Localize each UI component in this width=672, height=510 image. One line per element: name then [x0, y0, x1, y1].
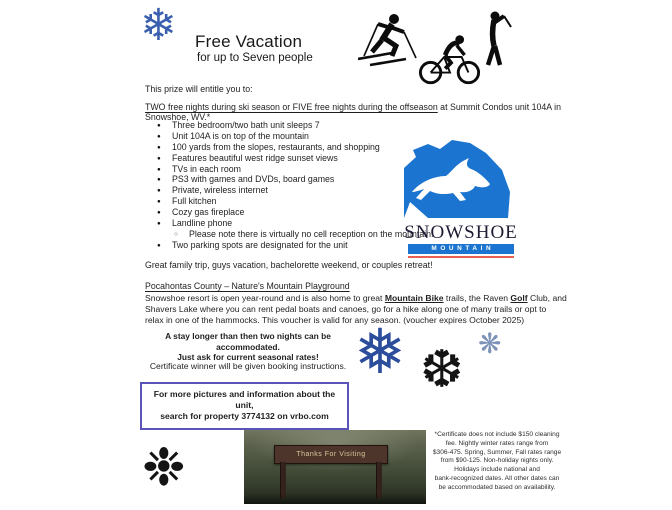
snowshoe-mountain-graphic: [390, 140, 532, 218]
offer-line: [145, 102, 565, 122]
page-title: Free Vacation: [195, 32, 303, 51]
bullet-icon: ●: [157, 143, 161, 151]
logo-tagline: MOUNTAIN: [431, 245, 495, 252]
bullet-icon: ●: [157, 165, 161, 173]
sign-post: [280, 462, 286, 498]
sign-post: [376, 462, 382, 498]
logo-red-underline: [408, 256, 514, 258]
golfer-icon: [474, 10, 514, 73]
resort-photo: [244, 430, 426, 504]
stay-line-2: Just ask for current seasonal rates!: [177, 352, 319, 363]
circle-bullet-icon: ○: [174, 230, 178, 238]
list-item: ● Private, wireless internet: [157, 185, 268, 196]
list-item: ● Two parking spots are designated for the unit: [157, 239, 348, 250]
vrbo-line-2: search for property 3774132 on vrbo.com: [160, 411, 329, 421]
list-item: ● Cozy gas fireplace: [157, 207, 245, 218]
fine-print: [427, 431, 567, 493]
bullet-icon: ●: [157, 132, 161, 140]
snowflake-icon: ❄: [140, 1, 177, 50]
bullet-icon: ●: [157, 122, 161, 129]
skier-icon: [358, 12, 420, 75]
certificate-line: Certificate winner will be given booking instructions.: [149, 361, 347, 371]
paragraph-text: trails, the Raven: [443, 293, 511, 303]
mountain-bike-emphasis: Mountain Bike: [384, 293, 444, 303]
snowflake-icon: ❆: [420, 341, 464, 399]
bullet-icon: ●: [157, 187, 161, 195]
fine-print-line: fee. Nightly winter rates range from: [445, 439, 549, 447]
thanks-for-visiting-sign: [274, 445, 388, 464]
golf-emphasis: Golf: [510, 293, 528, 303]
vrbo-line-1: For more pictures and information about the unit,: [153, 389, 336, 410]
list-item: ● Unit 104A is on top of the mountain: [157, 130, 309, 141]
paragraph-text: Club, and Shavers Lake where you can rent pedal boats and canoes, go for a hike along one of many trails or opt to relax in one of the hammocks. This voucher is valid for any season. (voucher expires October 2025): [145, 293, 567, 325]
bullet-icon: ●: [157, 198, 161, 206]
section-heading: Pocahontas County – Nature's Mountain Playground: [145, 281, 350, 291]
intro-line: This prize will entitle you to:: [145, 84, 253, 94]
ornament-snowflake-icon: ❉: [142, 439, 186, 497]
snowflake-icon: ❋: [478, 328, 502, 359]
stay-line-1: A stay longer than then two nights can be accommodated.: [165, 331, 331, 352]
offer-underlined: TWO free nights during ski season or FIVE free nights during the offseason: [145, 102, 438, 112]
stay-note: [141, 331, 355, 363]
list-item: ● Three bedroom/two bath unit sleeps 7: [157, 120, 320, 130]
list-item: ● PS3 with games and DVDs, board games: [157, 174, 335, 185]
bullet-icon: ●: [157, 176, 161, 184]
fine-print-line: Holidays include national and: [454, 466, 540, 474]
fine-print-line: $306-475. Spring, Summer, Fall rates range: [432, 448, 562, 456]
cyclist-icon: [418, 30, 482, 91]
sign-text: Thanks For Visiting: [296, 451, 366, 458]
page-subtitle: for up to Seven people: [197, 52, 313, 64]
fine-print-line: from $90-125. Non-holiday nights only.: [440, 457, 554, 465]
fine-print-line: *Certificate does not include $150 cleaning: [434, 431, 560, 438]
paragraph-text: Snowshoe resort is open year-round and is also home to great: [145, 293, 385, 303]
logo-mountain-bar: [408, 244, 514, 254]
photo-shadow: [244, 494, 426, 504]
list-item: ● TVs in each room: [157, 163, 241, 174]
snowflake-icon: ❅: [354, 318, 406, 387]
bullet-icon: ●: [157, 241, 161, 249]
offer-rest: at Summit Condos unit 104A in Snowshoe, WV.*: [145, 102, 561, 122]
bullet-icon: ●: [157, 220, 161, 228]
fine-print-line: bank-recognized dates. All other dates can: [434, 474, 560, 482]
list-item: ● 100 yards from the slopes, restaurants, and shopping: [157, 141, 380, 152]
snowshoe-logo: [390, 140, 532, 258]
list-item: ● Landline phone: [157, 218, 233, 229]
vrbo-info-box: [140, 382, 349, 430]
list-item: ● Features beautiful west ridge sunset views: [157, 152, 338, 163]
list-subitem: ○ Please note there is virtually no cell reception on the mountain.: [174, 228, 434, 239]
list-item: ● Full kitchen: [157, 196, 217, 207]
fine-print-line: be accommodated based on availability.: [438, 483, 556, 491]
logo-wordmark: SNOWSHOE: [404, 222, 518, 243]
bullet-icon: ●: [157, 154, 161, 162]
tagline: Great family trip, guys vacation, bachelorette weekend, or couples retreat!: [145, 260, 433, 270]
bullet-icon: ●: [157, 209, 161, 217]
